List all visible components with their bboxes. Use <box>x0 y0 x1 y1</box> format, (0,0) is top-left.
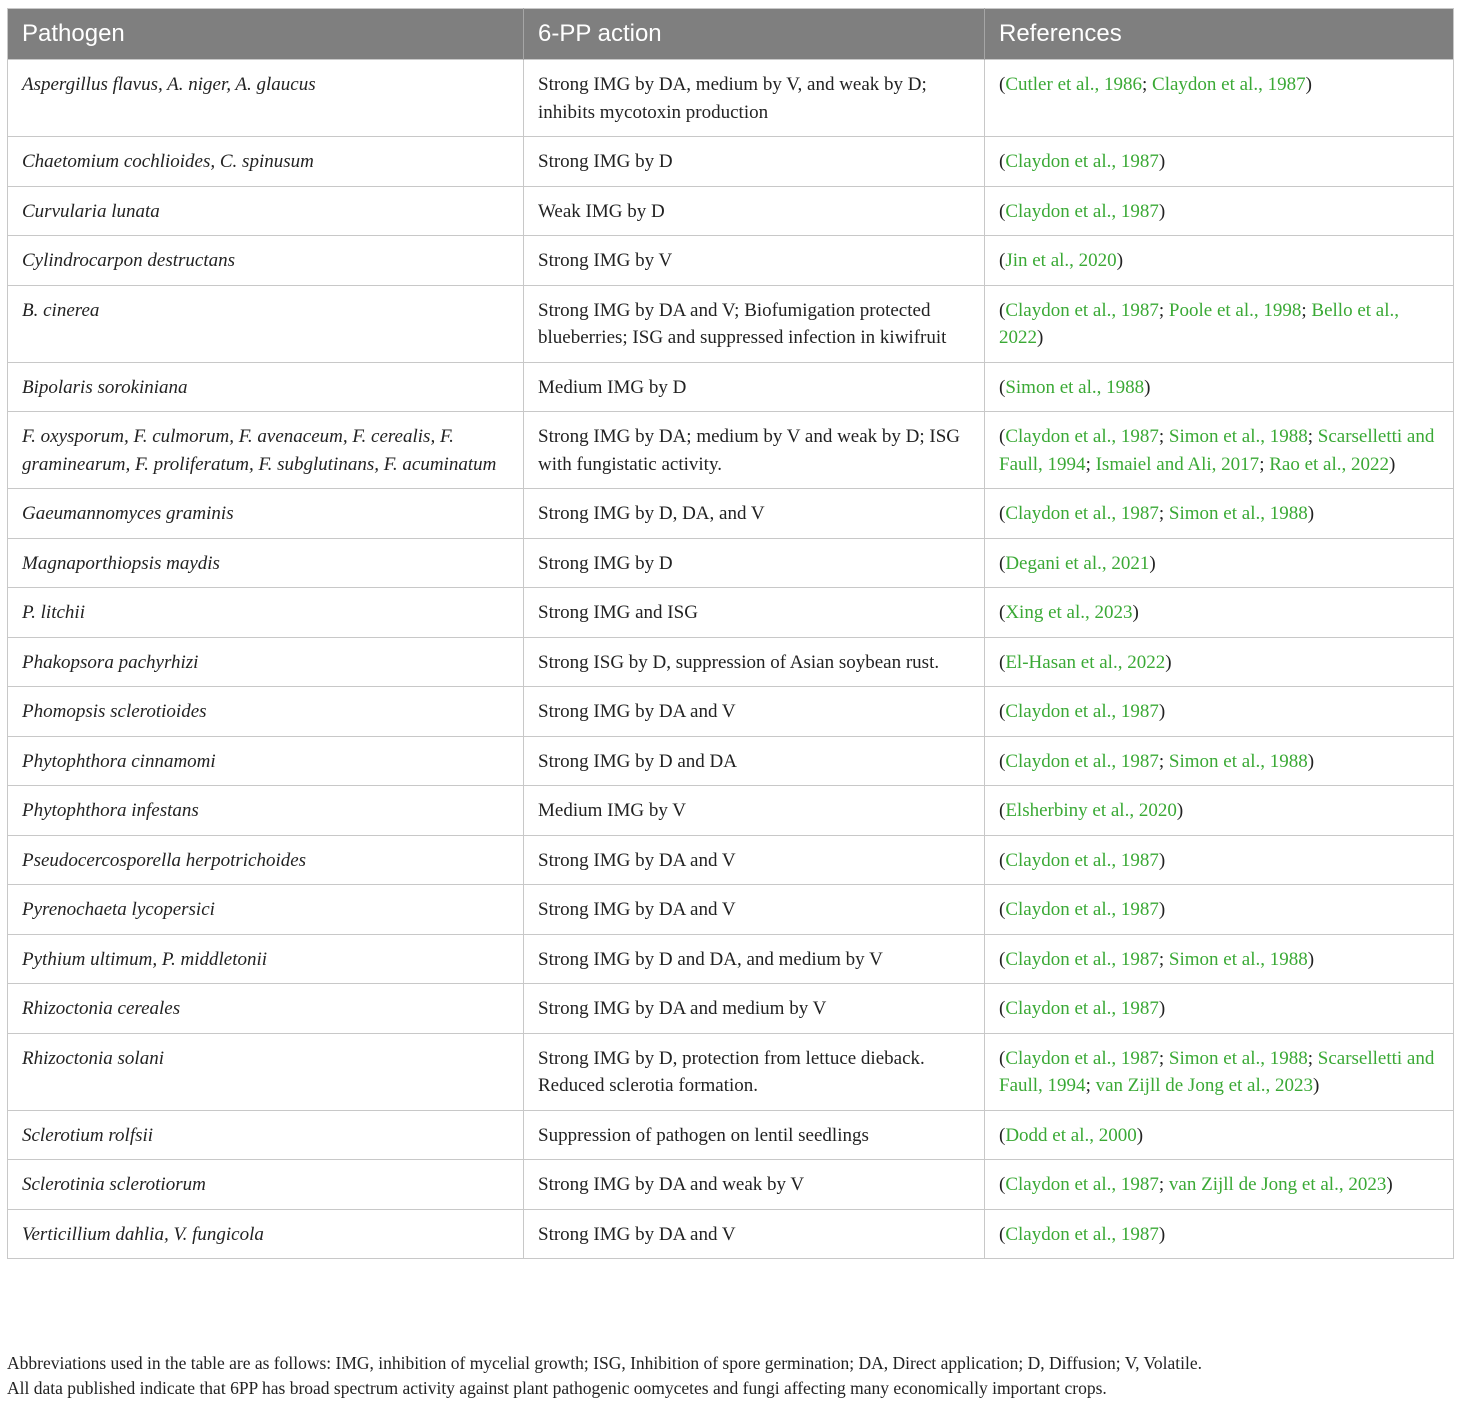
references-cell <box>985 786 1454 836</box>
references-cell <box>985 1033 1454 1110</box>
reference-link[interactable]: Claydon et al., 1987 <box>1005 750 1159 772</box>
ref-open-paren: ( <box>999 948 1006 970</box>
reference-link[interactable]: Simon et al., 1988 <box>1168 426 1308 447</box>
ref-close-paren: ) <box>1158 899 1166 920</box>
reference-link[interactable]: van Zijll de Jong et al., 2023 <box>1168 1174 1387 1195</box>
ref-close-paren: ) <box>1132 602 1139 623</box>
ref-separator: ; <box>1142 74 1153 95</box>
reference-link[interactable]: Degani et al., 2021 <box>1005 552 1150 574</box>
action-cell: Strong IMG by DA and V <box>524 885 985 935</box>
table-row <box>8 984 1454 1034</box>
references-cell <box>985 362 1454 412</box>
action-cell: Strong IMG by DA and V <box>524 835 985 885</box>
pathogen-cell: Sclerotinia sclerotiorum <box>8 1160 524 1210</box>
pathogen-cell: F. oxysporum, F. culmorum, F. avenaceum, F. cerealis, F. graminearum, F. proliferatum, F. subglutinans, F. acuminatum <box>8 412 524 489</box>
ref-separator: ; <box>1158 948 1169 970</box>
reference-link[interactable]: Claydon et al., 1987 <box>1005 1174 1159 1195</box>
references-cell <box>985 1110 1454 1160</box>
table-row <box>8 934 1454 984</box>
footnote-abbreviations: Abbreviations used in the table are as follows: IMG, inhibition of mycelial growth; ISG, Inhibition of spore germination; DA, Direct application; D, Diffusion; V, Volatile. <box>7 1353 1202 1373</box>
table-row <box>8 1033 1454 1110</box>
action-cell: Suppression of pathogen on lentil seedlings <box>524 1110 985 1160</box>
action-cell: Strong IMG by DA and V <box>524 687 985 737</box>
reference-link[interactable]: Bello et al., 2022 <box>999 299 1399 348</box>
ref-close-paren: ) <box>1158 151 1166 172</box>
action-cell: Strong ISG by D, suppression of Asian soybean rust. <box>524 637 985 687</box>
pathogen-cell: Phakopsora pachyrhizi <box>8 637 524 687</box>
table-container <box>7 8 1453 1259</box>
reference-link[interactable]: Simon et al., 1988 <box>1168 948 1308 970</box>
pathogen-cell: Pyrenochaeta lycopersici <box>8 885 524 935</box>
pathogen-cell: Rhizoctonia cereales <box>8 984 524 1034</box>
ref-open-paren: ( <box>999 800 1006 821</box>
pathogen-cell: Pseudocercosporella herpotrichoides <box>8 835 524 885</box>
ref-open-paren: ( <box>999 151 1006 172</box>
references-cell <box>985 236 1454 286</box>
table-row <box>8 736 1454 786</box>
pathogen-cell: Phomopsis sclerotioides <box>8 687 524 737</box>
table-row <box>8 786 1454 836</box>
ref-open-paren: ( <box>999 426 1006 447</box>
ref-open-paren: ( <box>999 200 1006 222</box>
reference-link[interactable]: Dodd et al., 2000 <box>1005 1124 1137 1146</box>
footnote-summary: All data published indicate that 6PP has broad spectrum activity against plant pathogenic oomycetes and fungi affecting many economically important crops. <box>7 1377 1107 1398</box>
references-cell <box>985 60 1454 137</box>
ref-separator: ; <box>1301 299 1312 321</box>
ref-separator: ; <box>1085 1075 1096 1096</box>
action-cell: Strong IMG by D <box>524 538 985 588</box>
action-cell: Strong IMG by DA and V <box>524 1209 985 1259</box>
pathogen-cell: Magnaporthiopsis maydis <box>8 538 524 588</box>
reference-link[interactable]: Claydon et al., 1987 <box>1005 426 1159 447</box>
references-cell <box>985 186 1454 236</box>
action-cell: Strong IMG by V <box>524 236 985 286</box>
ref-separator: ; <box>1158 426 1169 447</box>
reference-link[interactable]: Scarselletti and Faull, 1994 <box>999 426 1435 475</box>
ref-separator: ; <box>1307 426 1318 447</box>
pathogen-cell: Verticillium dahlia, V. fungicola <box>8 1209 524 1259</box>
reference-link[interactable]: Claydon et al., 1987 <box>1005 299 1159 321</box>
ref-close-paren: ) <box>1158 998 1166 1019</box>
ref-open-paren: ( <box>999 602 1006 623</box>
pathogen-cell: Chaetomium cochlioides, C. spinusum <box>8 137 524 187</box>
references-cell <box>985 285 1454 362</box>
ref-close-paren: ) <box>1158 1223 1166 1245</box>
pathogen-cell: Pythium ultimum, P. middletonii <box>8 934 524 984</box>
ref-close-paren: ) <box>1389 453 1396 475</box>
pathogen-cell: Rhizoctonia solani <box>8 1033 524 1110</box>
reference-link[interactable]: Poole et al., 1998 <box>1168 299 1302 321</box>
references-cell <box>985 137 1454 187</box>
reference-link[interactable]: Elsherbiny et al., 2020 <box>1005 800 1177 821</box>
ref-close-paren: ) <box>1165 651 1172 673</box>
action-cell: Strong IMG by DA and medium by V <box>524 984 985 1034</box>
table-row <box>8 687 1454 737</box>
table-row <box>8 637 1454 687</box>
ref-open-paren: ( <box>999 552 1006 574</box>
reference-link[interactable]: Claydon et al., 1987 <box>1005 503 1159 524</box>
ref-close-paren: ) <box>1313 1075 1320 1096</box>
table-row <box>8 1209 1454 1259</box>
action-cell: Strong IMG by D, protection from lettuce dieback. Reduced sclerotia formation. <box>524 1033 985 1110</box>
ref-open-paren: ( <box>999 1174 1006 1195</box>
ref-close-paren: ) <box>1158 849 1166 871</box>
table-row <box>8 835 1454 885</box>
ref-open-paren: ( <box>999 998 1006 1019</box>
references-cell <box>985 934 1454 984</box>
ref-open-paren: ( <box>999 1124 1006 1146</box>
pathogen-cell: Sclerotium rolfsii <box>8 1110 524 1160</box>
ref-open-paren: ( <box>999 503 1006 524</box>
reference-link[interactable]: Claydon et al., 1987 <box>1005 998 1159 1019</box>
ref-open-paren: ( <box>999 250 1006 271</box>
references-cell <box>985 637 1454 687</box>
ref-open-paren: ( <box>999 899 1006 920</box>
table-row <box>8 1160 1454 1210</box>
action-cell: Strong IMG by D and DA <box>524 736 985 786</box>
table-row <box>8 489 1454 539</box>
header-action: 6-PP action <box>524 9 985 60</box>
pathogen-cell: Phytophthora infestans <box>8 786 524 836</box>
header-pathogen: Pathogen <box>8 9 524 60</box>
reference-link[interactable]: Claydon et al., 1987 <box>1005 948 1159 970</box>
ref-open-paren: ( <box>999 750 1006 772</box>
reference-link[interactable]: Rao et al., 2022 <box>1269 453 1389 475</box>
pathogen-cell: P. litchii <box>8 588 524 638</box>
ref-open-paren: ( <box>999 74 1006 95</box>
reference-link[interactable]: Claydon et al., 1987 <box>1005 1223 1159 1245</box>
ref-open-paren: ( <box>999 701 1006 722</box>
table-body <box>8 60 1454 1259</box>
table-row <box>8 285 1454 362</box>
ref-close-paren: ) <box>1307 750 1315 772</box>
ref-close-paren: ) <box>1136 1124 1144 1146</box>
table-row <box>8 1110 1454 1160</box>
references-cell <box>985 588 1454 638</box>
reference-link[interactable]: Simon et al., 1988 <box>1168 503 1308 524</box>
references-cell <box>985 885 1454 935</box>
table-header-row <box>8 9 1454 60</box>
ref-close-paren: ) <box>1307 503 1315 524</box>
references-cell <box>985 538 1454 588</box>
pathogen-cell: Aspergillus flavus, A. niger, A. glaucus <box>8 60 524 137</box>
ref-close-paren: ) <box>1307 948 1315 970</box>
ref-separator: ; <box>1158 1047 1169 1069</box>
reference-link[interactable]: Claydon et al., 1987 <box>1005 899 1159 920</box>
reference-link[interactable]: Claydon et al., 1987 <box>1005 200 1159 222</box>
reference-link[interactable]: El-Hasan et al., 2022 <box>1005 651 1166 673</box>
reference-link[interactable]: Claydon et al., 1987 <box>1005 849 1159 871</box>
ref-close-paren: ) <box>1037 327 1044 348</box>
table-row <box>8 60 1454 137</box>
table-row <box>8 538 1454 588</box>
reference-link[interactable]: Claydon et al., 1987 <box>1005 151 1159 172</box>
ref-close-paren: ) <box>1144 376 1151 398</box>
reference-link[interactable]: Claydon et al., 1987 <box>1005 701 1159 722</box>
reference-link[interactable]: Xing et al., 2023 <box>1005 602 1133 623</box>
action-cell: Weak IMG by D <box>524 186 985 236</box>
reference-link[interactable]: Simon et al., 1988 <box>1005 376 1145 398</box>
reference-link[interactable]: Claydon et al., 1987 <box>1005 1047 1159 1069</box>
table-row <box>8 137 1454 187</box>
reference-link[interactable]: Cutler et al., 1986 <box>1005 74 1142 95</box>
action-cell: Strong IMG by D, DA, and V <box>524 489 985 539</box>
action-cell: Strong IMG by D and DA, and medium by V <box>524 934 985 984</box>
table-row <box>8 412 1454 489</box>
references-cell <box>985 1209 1454 1259</box>
ref-separator: ; <box>1158 299 1169 321</box>
ref-open-paren: ( <box>999 376 1006 398</box>
reference-link[interactable]: Simon et al., 1988 <box>1168 750 1308 772</box>
ref-separator: ; <box>1158 750 1169 772</box>
action-cell: Strong IMG and ISG <box>524 588 985 638</box>
ref-close-paren: ) <box>1305 74 1312 95</box>
ref-open-paren: ( <box>999 1223 1006 1245</box>
reference-link[interactable]: Scarselletti and Faull, 1994 <box>999 1047 1435 1096</box>
pathogen-cell: Curvularia lunata <box>8 186 524 236</box>
reference-link[interactable]: Ismaiel and Ali, 2017 <box>1095 453 1260 475</box>
references-cell <box>985 687 1454 737</box>
pathogen-table <box>7 8 1454 1259</box>
action-cell: Strong IMG by DA and weak by V <box>524 1160 985 1210</box>
pathogen-cell: Bipolaris sorokiniana <box>8 362 524 412</box>
ref-separator: ; <box>1158 1174 1169 1195</box>
ref-separator: ; <box>1085 453 1096 475</box>
pathogen-cell: Phytophthora cinnamomi <box>8 736 524 786</box>
table-row <box>8 588 1454 638</box>
ref-close-paren: ) <box>1386 1174 1393 1195</box>
references-cell <box>985 1160 1454 1210</box>
ref-separator: ; <box>1259 453 1270 475</box>
action-cell: Medium IMG by D <box>524 362 985 412</box>
table-row <box>8 885 1454 935</box>
references-cell <box>985 984 1454 1034</box>
ref-close-paren: ) <box>1158 200 1166 222</box>
ref-open-paren: ( <box>999 299 1006 321</box>
references-cell <box>985 412 1454 489</box>
ref-separator: ; <box>1307 1047 1318 1069</box>
table-row <box>8 236 1454 286</box>
table-footnotes <box>7 1351 1453 1400</box>
action-cell: Strong IMG by DA; medium by V and weak by D; ISG with fungistatic activity. <box>524 412 985 489</box>
references-cell <box>985 736 1454 786</box>
reference-link[interactable]: Claydon et al., 1987 <box>1152 74 1306 95</box>
references-cell <box>985 835 1454 885</box>
ref-open-paren: ( <box>999 651 1006 673</box>
ref-close-paren: ) <box>1149 552 1156 574</box>
ref-close-paren: ) <box>1158 701 1166 722</box>
pathogen-cell: Gaeumannomyces graminis <box>8 489 524 539</box>
ref-open-paren: ( <box>999 849 1006 871</box>
ref-separator: ; <box>1158 503 1169 524</box>
action-cell: Strong IMG by D <box>524 137 985 187</box>
table-row <box>8 362 1454 412</box>
ref-open-paren: ( <box>999 1047 1006 1069</box>
ref-close-paren: ) <box>1116 250 1124 271</box>
references-cell <box>985 489 1454 539</box>
reference-link[interactable]: Simon et al., 1988 <box>1168 1047 1308 1069</box>
action-cell: Strong IMG by DA and V; Biofumigation protected blueberries; ISG and suppressed infection in kiwifruit <box>524 285 985 362</box>
reference-link[interactable]: van Zijll de Jong et al., 2023 <box>1095 1075 1313 1096</box>
action-cell: Strong IMG by DA, medium by V, and weak by D; inhibits mycotoxin production <box>524 60 985 137</box>
pathogen-cell: B. cinerea <box>8 285 524 362</box>
action-cell: Medium IMG by V <box>524 786 985 836</box>
ref-close-paren: ) <box>1176 800 1184 821</box>
reference-link[interactable]: Jin et al., 2020 <box>1005 250 1117 271</box>
pathogen-cell: Cylindrocarpon destructans <box>8 236 524 286</box>
header-references: References <box>985 9 1454 60</box>
table-row <box>8 186 1454 236</box>
